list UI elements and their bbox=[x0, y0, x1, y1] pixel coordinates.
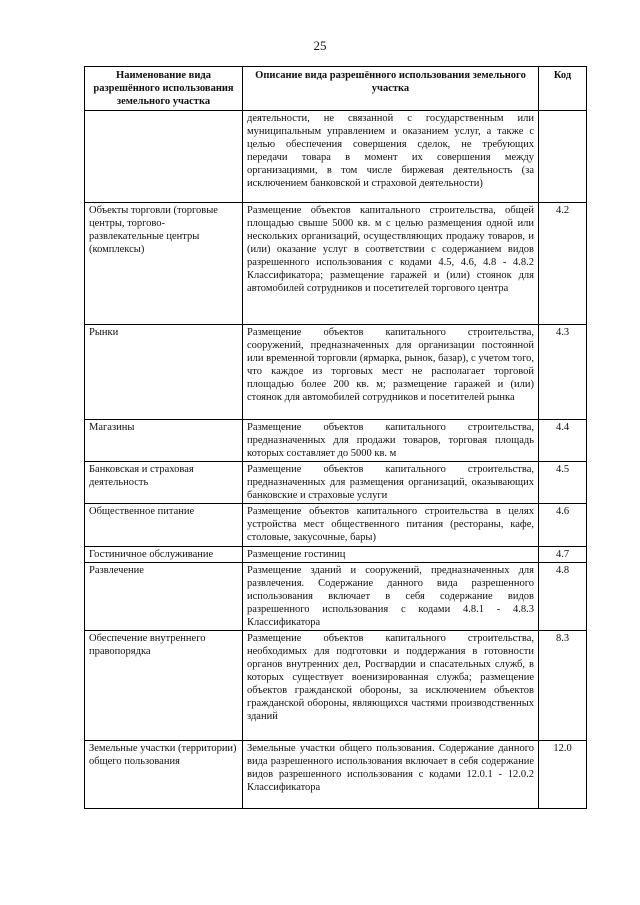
table-row bbox=[85, 420, 587, 462]
table-row bbox=[85, 547, 587, 563]
row-description: Размещение зданий и сооружений, предназначенных для развлечения. Содержание данного вида разрешенного использования включает в себя содержание видов разрешенного использования с кодами 4.8.1 - 4.8.3 Классификатора bbox=[243, 563, 539, 631]
table-row bbox=[85, 203, 587, 325]
row-name: Развлечение bbox=[85, 563, 243, 631]
row-description: Размещение объектов капитального строительства в целях устройства мест общественного питания (рестораны, кафе, столовые, закусочные, бары) bbox=[243, 504, 539, 547]
table-row bbox=[85, 741, 587, 809]
table-row bbox=[85, 111, 587, 203]
table-row bbox=[85, 325, 587, 420]
header-description: Описание вида разрешённого использования земельного участка bbox=[243, 67, 539, 111]
row-description: Размещение объектов капитального строительства, предназначенных для продажи товаров, торговая площадь которых составляет до 5000 кв. м bbox=[243, 420, 539, 462]
table-row bbox=[85, 462, 587, 504]
row-description: Размещение объектов капитального строительства, предназначенных для размещения организаций, оказывающих банковские и страховые услуги bbox=[243, 462, 539, 504]
row-code: 12.0 bbox=[539, 741, 587, 809]
row-code: 4.8 bbox=[539, 563, 587, 631]
row-name: Гостиничное обслуживание bbox=[85, 547, 243, 563]
header-name: Наименование вида разрешённого использования земельного участка bbox=[85, 67, 243, 111]
row-code bbox=[539, 111, 587, 203]
header-code: Код bbox=[539, 67, 587, 111]
row-code: 4.4 bbox=[539, 420, 587, 462]
row-name: Объекты торговли (торговые центры, торгово-развлекательные центры (комплексы) bbox=[85, 203, 243, 325]
table-header-row bbox=[85, 67, 587, 111]
row-name: Банковская и страховая деятельность bbox=[85, 462, 243, 504]
row-code: 4.2 bbox=[539, 203, 587, 325]
row-code: 4.5 bbox=[539, 462, 587, 504]
row-name bbox=[85, 111, 243, 203]
row-description: Размещение объектов капитального строительства, необходимых для подготовки и поддержания в готовности органов внутренних дел, Росгвардии и спасательных служб, в которых существует военизированная служба; размещение объектов гражданской обороны, за исключением объектов гражданской обороны, являющихся частями производственных зданий bbox=[243, 631, 539, 741]
row-code: 8.3 bbox=[539, 631, 587, 741]
row-name: Общественное питание bbox=[85, 504, 243, 547]
table-row bbox=[85, 563, 587, 631]
row-code: 4.6 bbox=[539, 504, 587, 547]
table-row bbox=[85, 504, 587, 547]
row-code: 4.7 bbox=[539, 547, 587, 563]
row-name: Обеспечение внутреннего правопорядка bbox=[85, 631, 243, 741]
row-code: 4.3 bbox=[539, 325, 587, 420]
land-use-table bbox=[84, 66, 587, 809]
row-description: Размещение гостиниц bbox=[243, 547, 539, 563]
row-description: Размещение объектов капитального строительства, сооружений, предназначенных для организации постоянной или временной торговли (ярмарка, рынок, базар), с учетом того, что каждое из торговых мест не располагает торговой площадью более 200 кв. м; размещение гаражей и (или) стоянок для автомобилей сотрудников и посетителей рынка bbox=[243, 325, 539, 420]
page-number: 25 bbox=[313, 38, 327, 53]
table-row bbox=[85, 631, 587, 741]
row-description: Размещение объектов капитального строительства, общей площадью свыше 5000 кв. м с целью размещения одной или нескольких организаций, осуществляющих продажу товаров, и (или) оказание услуг в соответствии с содержанием видов разрешенного использования с кодами 4.5, 4.6, 4.8 - 4.8.2 Классификатора; размещение гаражей и (или) стоянок для автомобилей сотрудников и посетителей торгового центра bbox=[243, 203, 539, 325]
row-name: Рынки bbox=[85, 325, 243, 420]
row-description: деятельности, не связанной с государственным или муниципальным управлением и оказанием услуг, а также с целью обеспечения совершения сделок, не требующих передачи товара в момент их совершения между организациями, в том числе биржевая деятельность (за исключением банковской и страховой деятельности) bbox=[243, 111, 539, 203]
row-name: Магазины bbox=[85, 420, 243, 462]
row-description: Земельные участки общего пользования. Содержание данного вида разрешенного использования включает в себя содержание видов разрешенного использования с кодами 12.0.1 - 12.0.2 Классификатора bbox=[243, 741, 539, 809]
row-name: Земельные участки (территории) общего пользования bbox=[85, 741, 243, 809]
